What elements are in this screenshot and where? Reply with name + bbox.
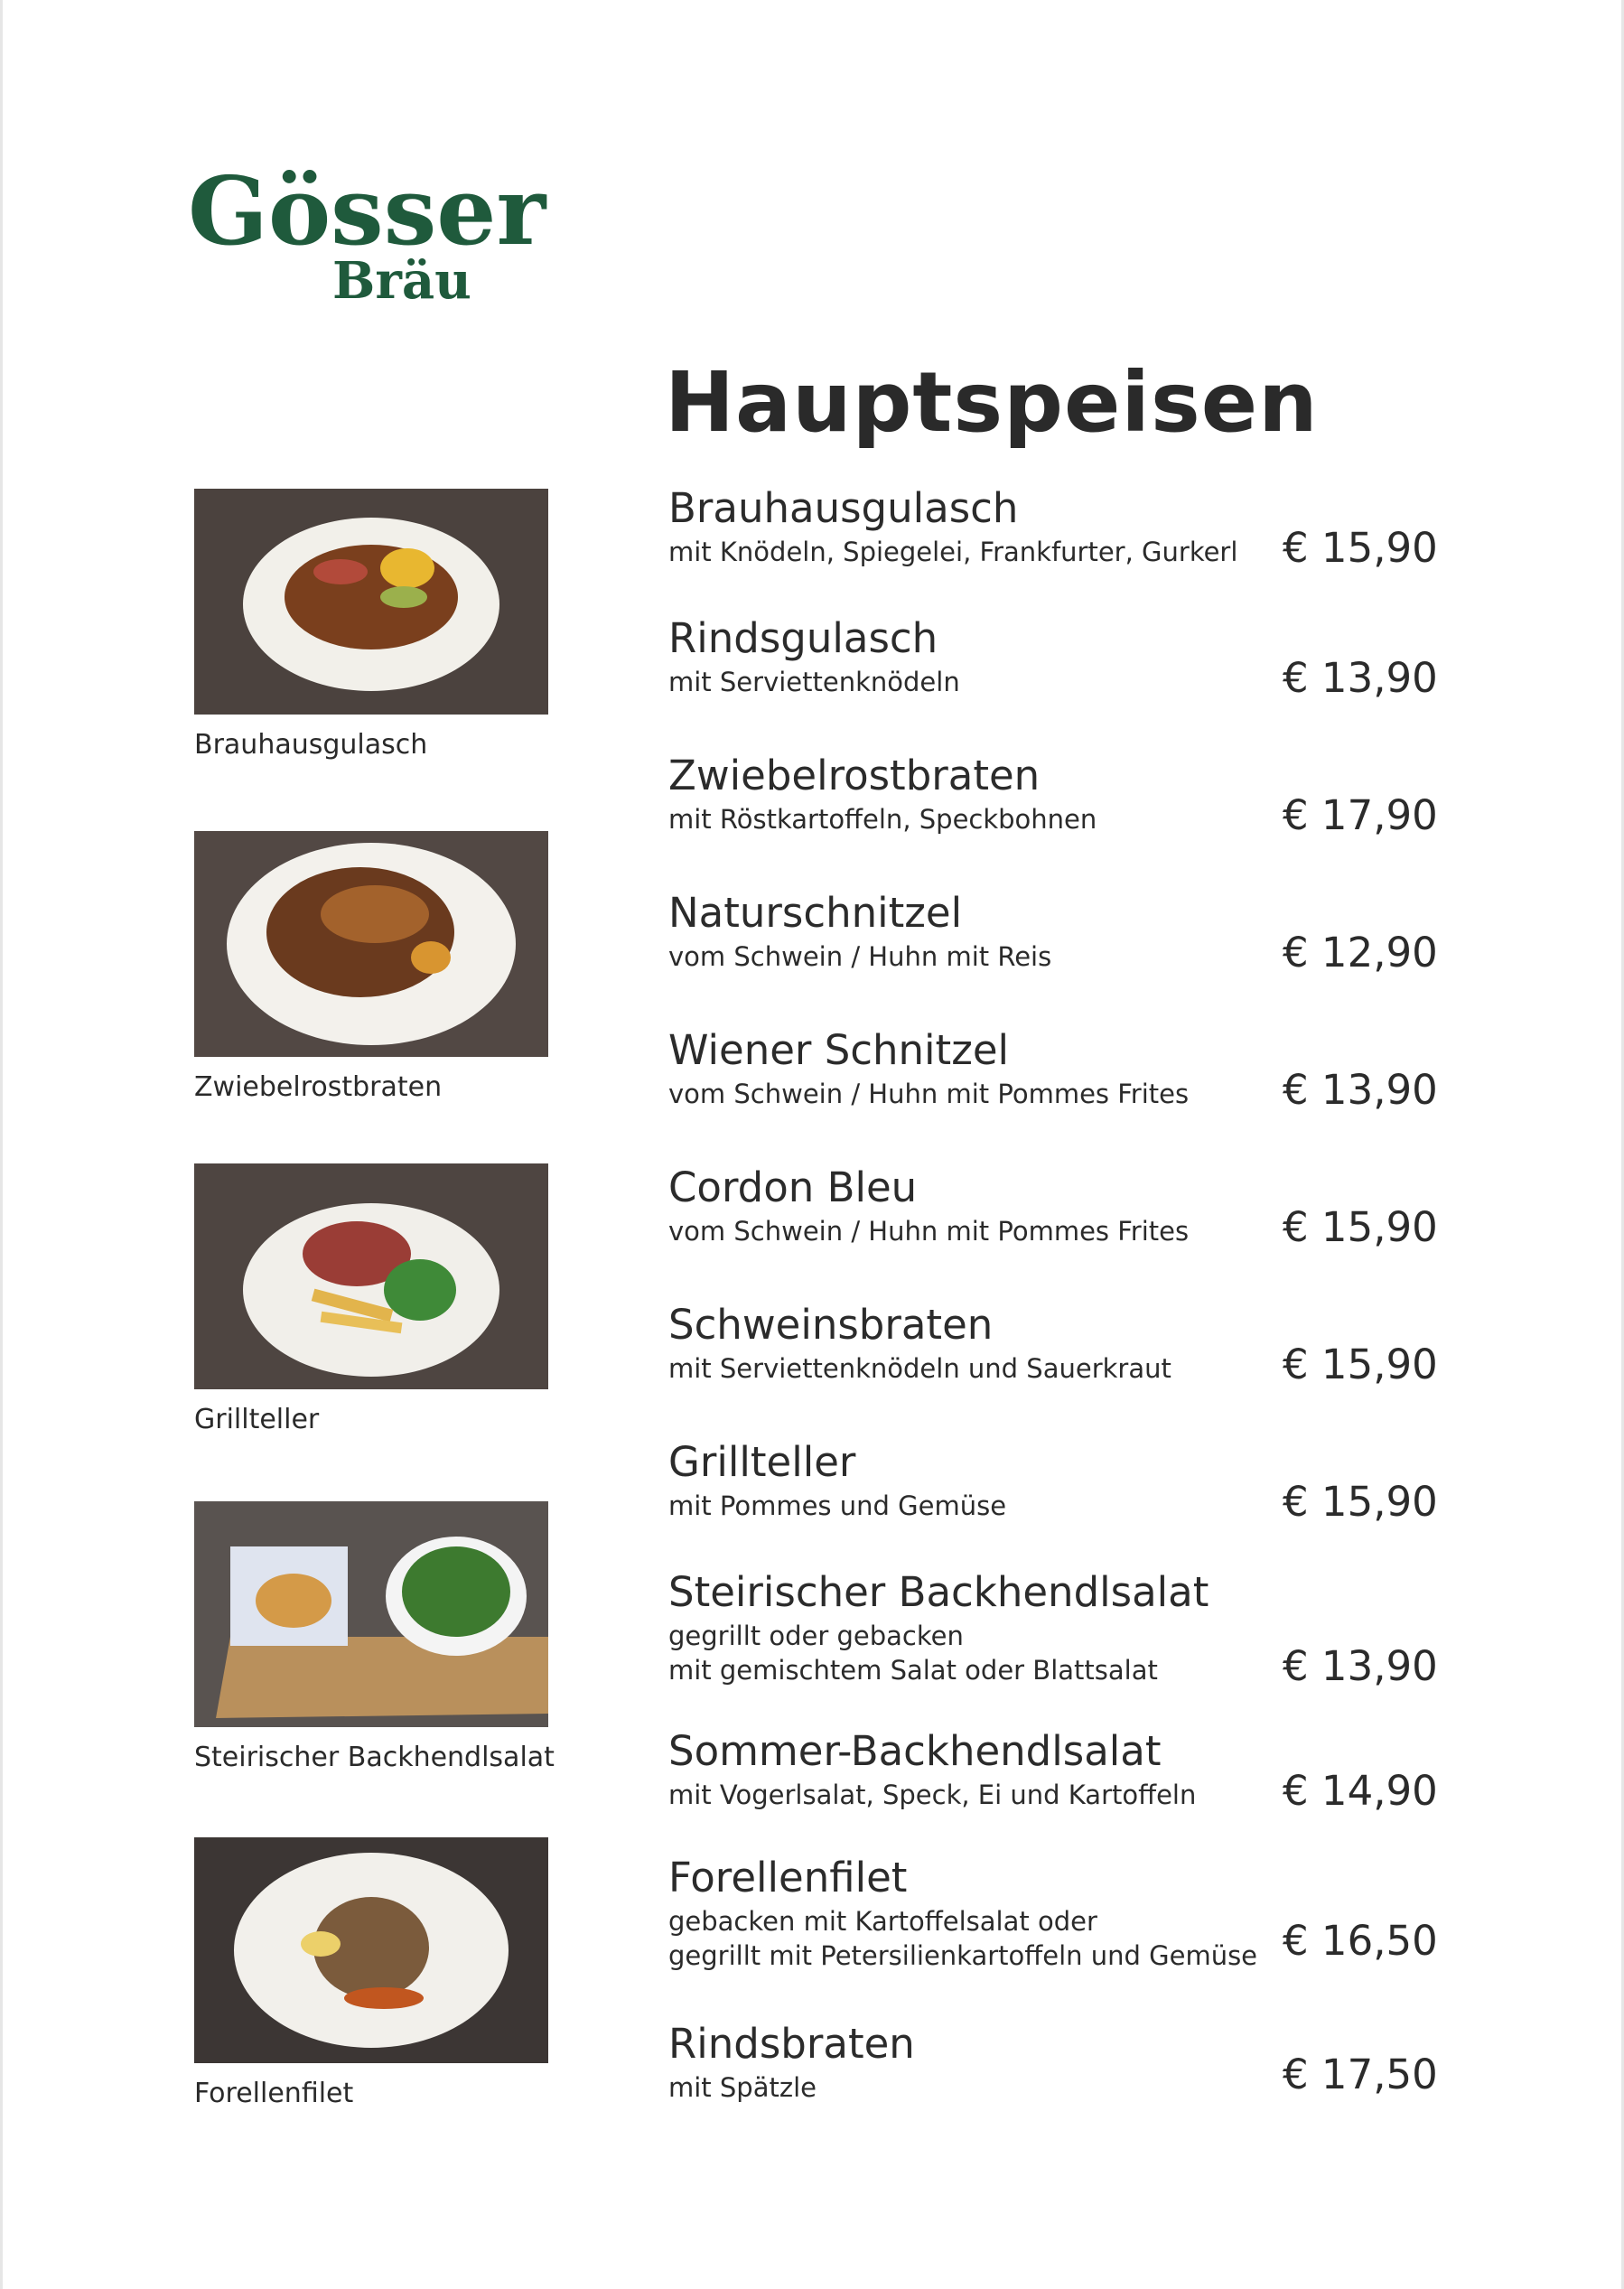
dish-description: mit Spätzle (668, 2072, 817, 2103)
dish-name: Schweinsbraten (668, 1301, 994, 1349)
dish-photo (194, 1837, 548, 2063)
dish-name: Zwiebelrostbraten (668, 752, 1041, 799)
dish-price: € 12,90 (1283, 929, 1438, 976)
photo-caption: Steirischer Backhendlsalat (194, 1742, 555, 1773)
photo-block-zwiebelrostbraten (194, 831, 548, 1103)
dish-name: Rindsbraten (668, 2020, 915, 2068)
dish-description: vom Schwein / Huhn mit Pommes Frites (668, 1079, 1190, 1109)
dish-price: € 13,90 (1283, 1642, 1438, 1690)
dish-name: Forellenfilet (668, 1854, 908, 1901)
photo-caption: Grillteller (194, 1404, 320, 1435)
page-title: Hauptspeisen (665, 354, 1319, 451)
dish-price: € 15,90 (1283, 524, 1438, 572)
dish-price: € 13,90 (1283, 654, 1438, 702)
photo-caption: Forellenfilet (194, 2078, 354, 2109)
dish-price: € 14,90 (1283, 1767, 1438, 1815)
svg-text:Gösser: Gösser (188, 155, 546, 266)
gosser-brau-logo (188, 154, 546, 311)
dish-name: Rindsgulasch (668, 614, 938, 662)
dish-name: Steirischer Backhendlsalat (668, 1568, 1209, 1616)
dish-description: mit Röstkartoffeln, Speckbohnen (668, 804, 1097, 835)
photo-caption: Brauhausgulasch (194, 729, 428, 761)
dish-photo (194, 1163, 548, 1389)
dish-photo (194, 831, 548, 1057)
dish-description: vom Schwein / Huhn mit Pommes Frites (668, 1216, 1190, 1247)
dish-photo (194, 489, 548, 715)
dish-name: Cordon Bleu (668, 1163, 918, 1211)
dish-price: € 16,50 (1283, 1917, 1438, 1965)
photo-block-backhendlsalat (194, 1501, 555, 1773)
svg-text:Bräu: Bräu (332, 251, 471, 311)
dish-description: vom Schwein / Huhn mit Reis (668, 941, 1052, 972)
photo-caption: Zwiebelrostbraten (194, 1071, 443, 1103)
dish-photo (194, 1501, 548, 1727)
photo-block-forellenfilet (194, 1837, 548, 2109)
logo-wordmark (188, 154, 546, 311)
dish-description: gegrillt oder gebacken mit gemischtem Salat oder Blattsalat (668, 1621, 1158, 1686)
dish-name: Brauhausgulasch (668, 484, 1019, 532)
photo-block-grillteller (194, 1163, 548, 1435)
dish-name: Grillteller (668, 1438, 856, 1486)
dish-price: € 17,90 (1283, 791, 1438, 839)
dish-price: € 15,90 (1283, 1341, 1438, 1388)
dish-description: mit Knödeln, Spiegelei, Frankfurter, Gurkerl (668, 537, 1238, 567)
dish-description: mit Vogerlsalat, Speck, Ei und Kartoffeln (668, 1780, 1197, 1810)
dish-name: Wiener Schnitzel (668, 1026, 1010, 1074)
dish-name: Naturschnitzel (668, 889, 963, 937)
dish-price: € 17,50 (1283, 2051, 1438, 2098)
dish-description: mit Pommes und Gemüse (668, 1490, 1007, 1521)
dish-description: gebacken mit Kartoffelsalat oder gegrillt mit Petersilienkartoffeln und Gemüse (668, 1906, 1258, 1972)
photo-block-brauhausgulasch (194, 489, 548, 761)
dish-price: € 15,90 (1283, 1203, 1438, 1251)
dish-name: Sommer-Backhendlsalat (668, 1727, 1162, 1775)
dish-price: € 13,90 (1283, 1066, 1438, 1114)
dish-description: mit Serviettenknödeln und Sauerkraut (668, 1353, 1171, 1384)
dish-description: mit Serviettenknödeln (668, 667, 960, 697)
dish-price: € 15,90 (1283, 1478, 1438, 1526)
